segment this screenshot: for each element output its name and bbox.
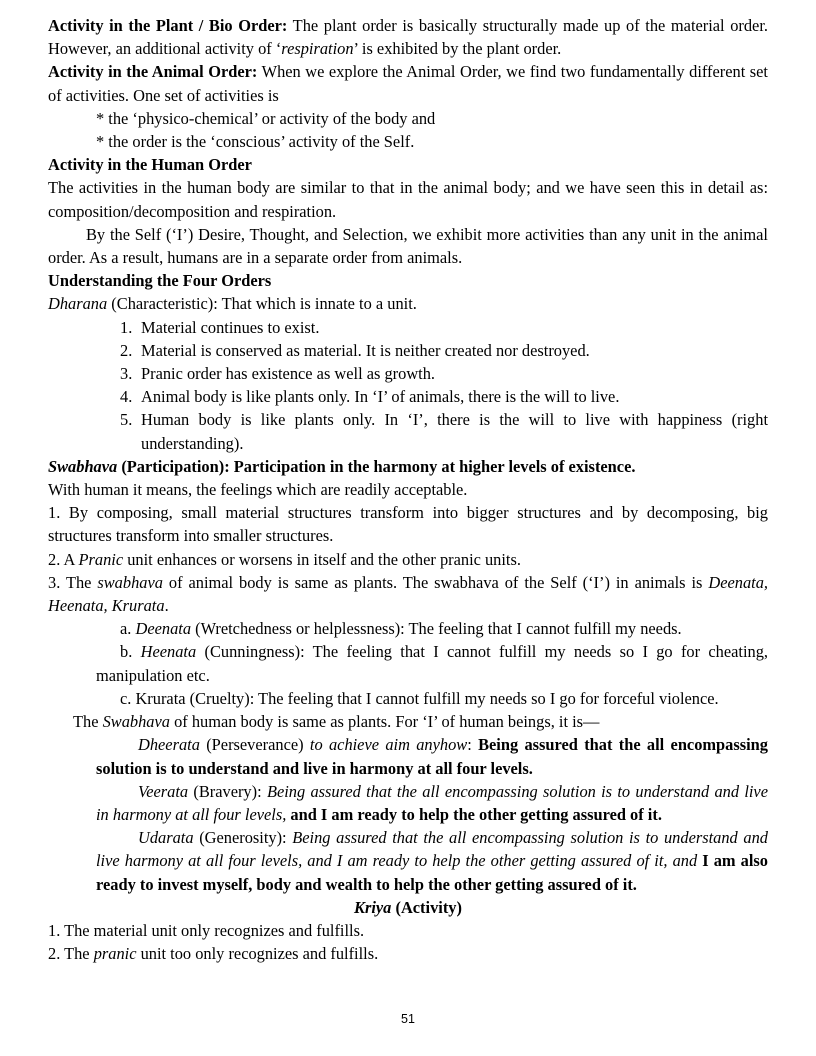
page-content: [48, 14, 768, 965]
list-item-text: Pranic order has existence as well as growth.: [141, 364, 436, 384]
swabhava-point-3-prefix: 3. The: [48, 572, 98, 592]
dheerata-paren: (Perseverance): [199, 735, 310, 755]
swabhava-point-1: 1. By composing, small material structures transform into bigger structures and by decomposing, big structures transform into smaller structures.: [48, 503, 768, 546]
plant-bio-order-heading: Activity in the Plant / Bio Order:: [48, 16, 288, 35]
list-item-marker: 3.: [120, 364, 133, 384]
list-item-text: Animal body is like plants only. In ‘I’ of animals, there is the will to live.: [141, 387, 620, 407]
kriya-point-2: [48, 942, 768, 965]
human-order-paragraph-1: The activities in the human body are similar to that in the animal body; and we have seen this in detail as: composition/decomposition and respiration.: [48, 178, 768, 221]
list-item: [48, 339, 768, 362]
deenata-heenata-krurata-italic: Deenata, Heenata, Krurata: [48, 572, 768, 616]
swabhava-point-3: [48, 571, 768, 617]
animal-order-text: When we explore the Animal Order, we find two fundamentally different set of activities. One set of activities is: [48, 62, 768, 105]
udarata-paren: (Generosity):: [193, 828, 293, 848]
animal-order-bullet-2: * the order is the ‘conscious’ activity of the Self.: [96, 132, 415, 152]
swabhava-human-line: [48, 710, 768, 733]
list-item-marker: 5.: [120, 410, 133, 430]
swabhava-human-italic: Swabhava: [102, 712, 170, 732]
kriya-point-1: 1. The material unit only recognizes and fulfills.: [48, 920, 365, 940]
list-item-marker: 4.: [120, 387, 133, 407]
udarata-block: [48, 826, 768, 896]
veerata-paren: (Bravery):: [188, 781, 267, 801]
alpha-item-c: c. Krurata (Cruelty): The feeling that I cannot fulfill my needs so I go for forceful violence.: [120, 688, 719, 708]
dharana-list: [48, 316, 768, 455]
kriya-point-2-rest: unit too only recognizes and fulfills.: [136, 944, 379, 964]
page-number: 51: [401, 1012, 415, 1026]
alpha-item-b-text: (Cunningness): The feeling that I cannot fulfill my needs so I go for cheating, manipulation etc.: [96, 642, 769, 685]
kriya-heading-rest: (Activity): [391, 897, 462, 917]
kriya-term: Kriya: [354, 897, 392, 917]
swabhava-heading-rest: (Participation): Participation in the harmony at higher levels of existence.: [117, 456, 636, 476]
list-item-text: Material continues to exist.: [141, 317, 320, 337]
list-item: [48, 408, 768, 454]
veerata-term: Veerata: [138, 781, 189, 801]
udarata-bold-text: I am also ready to invest myself, body and wealth to help the other getting assured of it.: [96, 851, 768, 894]
respiration-italic: respiration: [281, 39, 354, 59]
kriya-heading: [48, 896, 768, 919]
swabhava-point-3-end: .: [164, 596, 169, 616]
paragraph-animal-order: [48, 60, 768, 106]
dharana-term: Dharana: [48, 294, 108, 314]
plant-bio-order-text-1: The plant order is basically structurally made up of the material order. However, an additional activity of ‘: [48, 16, 768, 59]
alpha-item-a: [48, 617, 768, 640]
dheerata-italic-phrase: to achieve aim anyhow: [309, 735, 468, 755]
dheerata-bold-text: Being assured that the all encompassing solution is to understand and live in harmony at all four levels.: [96, 735, 768, 778]
swabhava-point-2-prefix: 2. A: [48, 549, 79, 569]
plant-bio-order-text-2: ’ is exhibited by the plant order.: [353, 39, 562, 59]
veerata-italic-text: Being assured that the all encompassing solution is to understand and live in harmony at all four levels,: [96, 781, 768, 824]
udarata-term: Udarata: [138, 828, 194, 848]
human-order-heading: Activity in the Human Order: [48, 155, 252, 175]
list-item: [48, 316, 768, 339]
pranic-italic: Pranic: [78, 549, 124, 569]
dharana-definition: [48, 292, 768, 315]
swabhava-point-3-mid: of animal body is same as plants. The swabhava of the Self (‘I’) in animals is: [162, 572, 709, 592]
alpha-item-a-text: (Wretchedness or helplessness): The feeling that I cannot fulfill my needs.: [191, 619, 682, 639]
list-item-text: Human body is like plants only. In ‘I’, there is the will to live with happiness (right understanding).: [141, 410, 768, 453]
swabhava-human-prefix: The: [73, 712, 103, 732]
swabhava-human-rest: of human body is same as plants. For ‘I’ of human beings, it is—: [169, 712, 600, 732]
list-item-marker: 1.: [120, 317, 133, 337]
swabhava-intro: With human it means, the feelings which are readily acceptable.: [48, 480, 468, 500]
veerata-block: [48, 780, 768, 826]
alpha-item-b: [48, 640, 768, 686]
swabhava-point-2: [48, 548, 768, 571]
list-item: [48, 385, 768, 408]
dheerata-block: [48, 733, 768, 779]
animal-order-bullet-1: * the ‘physico-chemical’ or activity of the body and: [96, 108, 436, 128]
swabhava-italic: swabhava: [97, 572, 163, 592]
list-item-marker: 2.: [120, 340, 133, 360]
kriya-point-2-prefix: 2. The: [48, 944, 94, 964]
udarata-italic-text: Being assured that the all encompassing solution is to understand and live harmony at all four levels, and I am ready to help the other getting assured of it, and: [96, 828, 768, 871]
animal-order-heading: Activity in the Animal Order:: [48, 62, 258, 82]
paragraph-plant-bio-order: [48, 14, 768, 60]
alpha-item-a-marker: a.: [120, 619, 136, 639]
deenata-term: Deenata: [135, 619, 192, 639]
dharana-text: (Characteristic): That which is innate to a unit.: [107, 294, 417, 314]
four-orders-heading: Understanding the Four Orders: [48, 271, 272, 291]
pranic-italic-2: pranic: [93, 944, 137, 964]
dheerata-colon: :: [467, 735, 479, 755]
list-item-text: Material is conserved as material. It is neither created nor destroyed.: [141, 340, 590, 360]
swabhava-point-2-rest: unit enhances or worsens in itself and the other pranic units.: [123, 549, 521, 569]
dheerata-term: Dheerata: [138, 735, 200, 755]
list-item: [48, 362, 768, 385]
heenata-term: Heenata: [140, 642, 197, 662]
human-order-paragraph-2: By the Self (‘I’) Desire, Thought, and Selection, we exhibit more activities than any unit in the animal order. As a result, humans are in a separate order from animals.: [48, 224, 768, 268]
swabhava-heading: [48, 455, 768, 478]
veerata-bold-text: and I am ready to help the other getting assured of it.: [286, 804, 662, 824]
swabhava-term: Swabhava: [48, 456, 118, 476]
alpha-item-b-marker: b.: [120, 642, 141, 662]
